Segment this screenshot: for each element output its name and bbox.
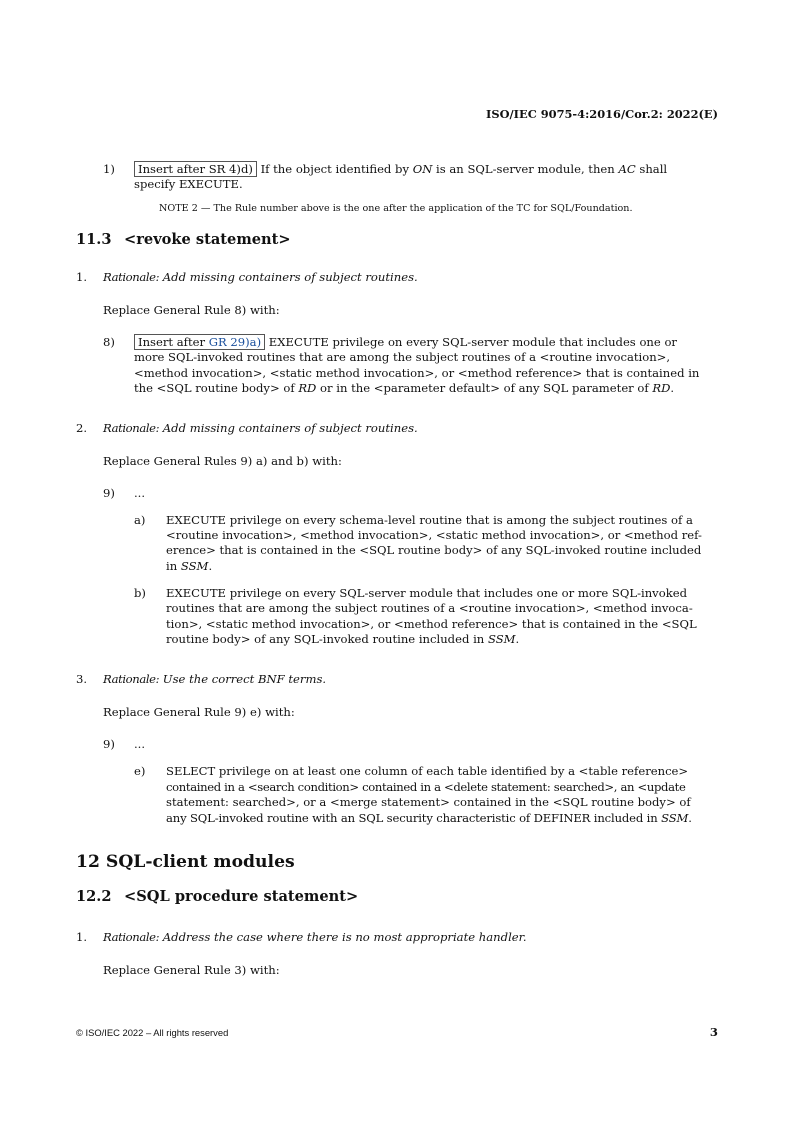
rule-number: 9) <box>103 737 115 751</box>
list-item-number: 1. <box>76 930 88 944</box>
insert-instruction: Insert after GR 29)a) <box>134 334 265 350</box>
sub-rule-line: statement: searched>, or a <merge statement> contained in the <SQL routine body> of <box>166 795 691 809</box>
sub-rule-line: EXECUTE privilege on every SQL-server module that includes one or more SQL-invoked <box>166 586 688 600</box>
replace-instruction: Replace General Rule 9) e) with: <box>103 705 295 719</box>
rationale: Rationale: Add missing containers of subject routines. <box>103 421 418 435</box>
replace-instruction: Replace General Rules 9) a) and b) with: <box>103 454 342 468</box>
rule-reference-link[interactable]: GR 29)a) <box>208 335 262 349</box>
first-item-line1: Insert after SR 4)d) If the object identified by ON is an SQL-server module, then AC shall <box>134 162 718 176</box>
replace-instruction: Replace General Rule 8) with: <box>103 303 280 317</box>
sub-rule-line: erence> that is contained in the <SQL routine body> of any SQL-invoked routine included <box>166 543 702 557</box>
insert-instruction: Insert after SR 4)d) <box>134 161 257 177</box>
replace-instruction: Replace General Rule 3) with: <box>103 963 280 977</box>
rule-text-line: Insert after GR 29)a) EXECUTE privilege on every SQL-server module that includes one or <box>134 335 677 349</box>
rule-text-line: more SQL-invoked routines that are among the subject routines of a <routine invocation>, <box>134 350 671 364</box>
section-heading-number: 12.2 <box>76 888 112 905</box>
sub-rule-line: routine body> of any SQL-invoked routine included in SSM. <box>166 632 520 646</box>
section-heading-title: <revoke statement> <box>124 231 291 248</box>
rationale: Rationale: Add missing containers of subject routines. <box>103 270 418 284</box>
rule-number: 8) <box>103 335 115 349</box>
rationale: Rationale: Use the correct BNF terms. <box>103 672 327 686</box>
sub-rule-line: contained in a <search condition> contained in a <delete statement: searched>, an <update <box>166 780 686 794</box>
note: NOTE 2 — The Rule number above is the one after the application of the TC for SQL/Foundation. <box>159 203 633 214</box>
list-item-number: 2. <box>76 421 88 435</box>
sub-rule-line: SELECT privilege on at least one column of each table identified by a <table reference> <box>166 764 689 778</box>
section-heading-number: 11.3 <box>76 231 112 248</box>
sub-rule-line: routines that are among the subject routines of a <routine invocation>, <method invoca- <box>166 601 693 615</box>
sub-rule-line: tion>, <static method invocation>, or <method reference> that is contained in the <SQL <box>166 617 697 631</box>
chapter-heading: 12 SQL-client modules <box>76 852 295 872</box>
sub-rule-label: a) <box>134 513 146 527</box>
page-number: 3 <box>709 1025 718 1039</box>
rule-number: 9) <box>103 486 115 500</box>
sub-rule-line: EXECUTE privilege on every schema-level routine that is among the subject routines of a <box>166 513 693 527</box>
rationale: Rationale: Address the case where there is no most appropriate handler. <box>103 930 527 944</box>
first-item-number: 1) <box>103 162 115 176</box>
ellipsis: ... <box>134 486 146 500</box>
sub-rule-line: <routine invocation>, <method invocation>, <static method invocation>, or <method ref- <box>166 528 702 542</box>
ellipsis: ... <box>134 737 146 751</box>
sub-rule-line: any SQL-invoked routine with an SQL security characteristic of DEFINER included in SSM. <box>166 811 692 825</box>
rule-text-line: the <SQL routine body> of RD or in the <parameter default> of any SQL parameter of RD. <box>134 381 675 395</box>
list-item-number: 3. <box>76 672 88 686</box>
copyright: © ISO/IEC 2022 – All rights reserved <box>76 1027 229 1038</box>
document-identifier: ISO/IEC 9075-4:2016/Cor.2: 2022(E) <box>486 107 718 121</box>
rule-text-line: <method invocation>, <static method invocation>, or <method reference> that is contained in <box>134 366 700 380</box>
first-item-line2: specify EXECUTE. <box>134 177 243 191</box>
sub-rule-line: in SSM. <box>166 559 213 573</box>
section-heading-title: <SQL procedure statement> <box>124 888 359 905</box>
sub-rule-label: b) <box>134 586 146 600</box>
list-item-number: 1. <box>76 270 88 284</box>
sub-rule-label: e) <box>134 764 146 778</box>
